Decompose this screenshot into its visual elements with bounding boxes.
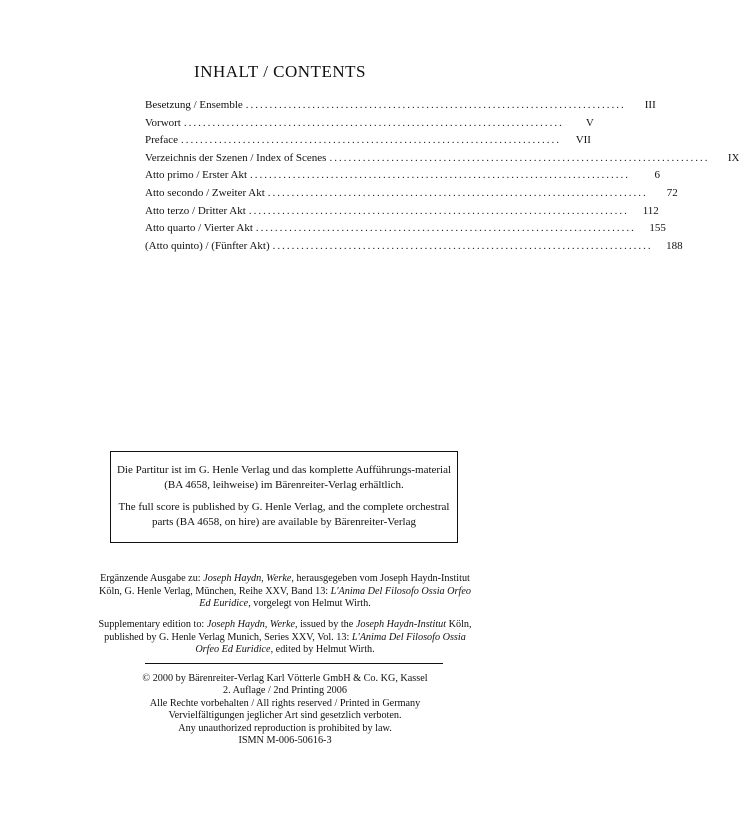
toc-entry: [145, 222, 666, 240]
supplement-en-prefix: Supplementary edition to:: [98, 619, 207, 630]
toc-entry-page: 188: [666, 239, 683, 252]
notice-english: The full score is published by G. Henle Verlag, and the complete orchestral parts (BA 4658, on hire) are available by Bärenreiter-Verlag: [118, 501, 450, 528]
toc-entry-page: 155: [649, 222, 666, 235]
toc-entry-label: Vorwort: [145, 116, 181, 129]
rights-line: Alle Rechte vorbehalten / All rights reserved / Printed in Germany: [149, 697, 421, 709]
toc-entry-page: 112: [642, 204, 659, 217]
toc-entry-label: Preface: [145, 134, 178, 147]
reproduction-en-line: Any unauthorized reproduction is prohibited by law.: [178, 722, 392, 734]
supplement-note-german: [96, 573, 474, 611]
toc-entry-page: III: [644, 99, 656, 111]
supplement-en-institute: Joseph Haydn-Institut: [355, 619, 447, 630]
toc-leader-dots: ................................................................................: [250, 169, 631, 182]
supplement-note-english: [96, 619, 474, 657]
toc-entry-label: Atto secondo / Zweiter Akt: [145, 186, 265, 199]
copyright-block: [96, 673, 474, 747]
supplement-de-prefix: Ergänzende Ausgabe zu:: [100, 573, 204, 584]
toc-leader-dots: ................................................................................: [248, 204, 629, 217]
supplement-en-opera: L'Anima Del Filosofo Ossia Orfeo Ed Euridice: [195, 631, 466, 656]
toc-leader-dots: ................................................................................: [183, 116, 564, 129]
copyright-line: © 2000 by Bärenreiter-Verlag Karl Vötterle GmbH & Co. KG, Kassel: [142, 673, 428, 684]
toc-entry-page: 6: [654, 169, 661, 182]
supplement-de-work: Joseph Haydn, Werke: [203, 573, 292, 584]
supplement-de-opera: L'Anima Del Filosofo Ossia Orfeo Ed Euridice: [199, 585, 471, 610]
toc-entry: [145, 134, 591, 152]
notice-german: Die Partitur ist im G. Henle Verlag und das komplette Aufführungs-material (BA 4658, leihweise) im Bärenreiter-Verlag erhältlich.: [116, 464, 452, 491]
page-title: INHALT / CONTENTS: [194, 62, 366, 81]
toc-leader-dots: ................................................................................: [245, 99, 626, 111]
toc-entry: [145, 204, 659, 223]
supplement-en-mid1: , issued by the: [294, 619, 356, 630]
toc-entry: [145, 239, 683, 258]
toc-leader-dots: ................................................................................: [329, 151, 710, 164]
toc-entry-label: Besetzung / Ensemble: [145, 99, 243, 111]
toc-entry: [145, 99, 656, 117]
supplement-de-suffix: , vorgelegt von Helmut Wirth.: [248, 598, 371, 610]
availability-notice-box: [110, 451, 458, 543]
toc-entry-label: Atto quarto / Vierter Akt: [145, 222, 253, 235]
toc-entry-label: Atto primo / Erster Akt: [145, 169, 248, 182]
toc-leader-dots: ................................................................................: [180, 134, 561, 147]
toc-leader-dots: ................................................................................: [255, 222, 636, 235]
toc-entry-page: V: [585, 116, 594, 129]
supplement-en-work: Joseph Haydn, Werke: [206, 619, 295, 630]
table-of-contents: [145, 99, 739, 257]
toc-entry-label: (Atto quinto) / (Fünfter Akt): [145, 239, 270, 252]
toc-entry: [145, 169, 661, 187]
toc-entry-page: 72: [666, 186, 678, 199]
divider-rule: [145, 663, 443, 664]
toc-entry: [145, 186, 678, 205]
toc-leader-dots: ................................................................................: [267, 186, 648, 199]
ismn-line: ISMN M-006-50616-3: [238, 735, 332, 747]
toc-entry-label: Verzeichnis der Szenen / Index of Scenes: [145, 151, 327, 164]
toc-entry: [145, 116, 594, 135]
toc-entry-label: Atto terzo / Dritter Akt: [145, 204, 246, 217]
toc-entry: [145, 151, 739, 170]
toc-entry-page: IX: [727, 151, 739, 164]
printing-line: 2. Auflage / 2nd Printing 2006: [223, 685, 347, 697]
supplement-en-mid2: Köln, published by G. Henle Verlag Munich, Series XXV, Vol. 13:: [104, 619, 472, 643]
reproduction-de-line: Vervielfältigungen jeglicher Art sind gesetzlich verboten.: [168, 710, 402, 722]
toc-leader-dots: ................................................................................: [272, 239, 653, 252]
supplement-en-suffix: , edited by Helmut Wirth.: [270, 644, 375, 656]
supplement-de-mid: , herausgegeben vom Joseph Haydn-Institut Köln, G. Henle Verlag, München, Reihe XXV, Band 13:: [99, 573, 470, 597]
toc-entry-page: VII: [575, 134, 591, 147]
